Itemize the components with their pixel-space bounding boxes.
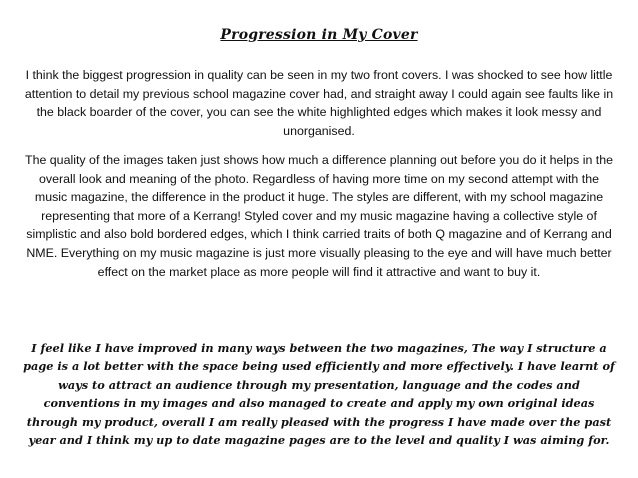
page-title: Progression in My Cover: [220, 27, 418, 43]
closing-paragraph: I feel like I have improved in many ways between the two magazines, The way I structure a page is a lot better with the space being used efficiently and more effectively. I have learnt of ways to attract an audience through my presentation, language and the codes and conventions in my images and also managed to create and apply my own original ideas through my product, overall I am really pleased with the progress I have made over the past year and I think my up to date magazine pages are to the level and quality I was aiming for.: [23, 341, 615, 448]
paragraph-image-quality: The quality of the images taken just shows how much a difference planning out before you do it helps in the overall look and meaning of the photo. Regardless of having more time on my second attempt with the music magazine, the difference in the product it huge. The styles are different, with my school magazine representing that more of a Kerrang! Styled cover and my music magazine having a collective style of simplistic and also bold bordered edges, which I think carried traits of both Q magazine and of Kerrang and NME. Everything on my music magazine is just more visually pleasing to the eye and will have much better effect on the market place as more people will find it attractive and want to buy it.: [25, 153, 613, 279]
paragraph-front-covers: I think the biggest progression in quality can be seen in my two front covers. I was shocked to see how little attention to detail my previous school magazine cover had, and straight away I could again see faults like in the black boarder of the cover, you can see the white highlighted edges which makes it look messy and unorganised.: [24, 68, 614, 138]
